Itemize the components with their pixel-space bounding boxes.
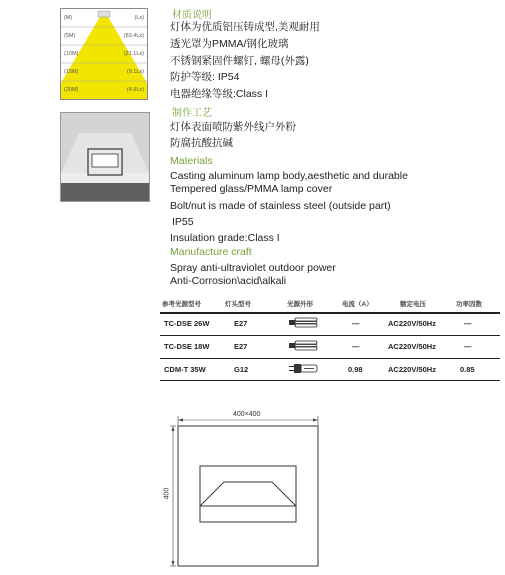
lux-row [61, 63, 147, 81]
cell-model: CDM-T 35W [164, 365, 206, 374]
cell-model: TC-DSE 18W [164, 342, 210, 351]
cell-current: — [352, 319, 360, 328]
lux-row [61, 9, 147, 27]
table-rule [160, 380, 500, 381]
cfl-lamp-icon [288, 317, 320, 328]
header-current: 电流（A） [342, 301, 373, 308]
height-dimension-label: 400 [163, 487, 171, 500]
table-row [160, 313, 500, 333]
lux-value: (83.4Lx) [123, 33, 144, 39]
cell-voltage: AC220V/50Hz [388, 365, 436, 374]
cell-base: G12 [234, 365, 249, 374]
header-lamp-shape: 光源外形 [287, 301, 313, 308]
zh-material-line: 防护等级: IP54 [170, 71, 240, 83]
cell-current: 0.98 [348, 365, 363, 374]
en-material-line: Insulation grade:Class I [170, 232, 280, 244]
zh-material-line: 透光罩为PMMA/钢化玻璃 [170, 38, 289, 50]
zh-material-line: 灯体为优质铝压铸成型,美观耐用 [170, 21, 320, 33]
en-materials-heading: Materials [170, 155, 213, 167]
lux-distance: (20M) [64, 87, 79, 93]
en-craft-line: Anti-Corrosion\acid\alkali [170, 275, 287, 287]
cell-power-factor: — [464, 342, 472, 351]
lux-distance: (5M) [64, 33, 76, 39]
lux-row [61, 27, 147, 45]
table-row [160, 359, 500, 379]
lux-value: (9.1Lx) [126, 69, 144, 75]
lux-distance: (M) [64, 15, 73, 21]
spec-table-header [160, 296, 500, 310]
cfl-lamp-icon [288, 340, 320, 351]
width-dimension-label: 400×400 [233, 411, 261, 418]
lux-distance: (10M) [64, 51, 79, 57]
en-craft-line: Spray anti-ultraviolet outdoor power [170, 262, 336, 274]
en-material-line: Casting aluminum lamp body,aesthetic and durable [170, 170, 408, 182]
lux-value: (Lx) [134, 15, 144, 21]
zh-craft-line: 灯体表面喷防紫外线户外粉 [170, 121, 296, 133]
lux-value: (4.9Lx) [126, 87, 144, 93]
en-material-line: IP55 [172, 216, 194, 228]
header-power-factor: 功率因数 [456, 301, 482, 308]
illuminance-diagram [60, 8, 148, 100]
header-voltage: 额定电压 [400, 301, 426, 308]
table-row [160, 336, 500, 356]
header-lamp-base: 灯头型号 [225, 301, 251, 308]
cell-power-factor: — [464, 319, 472, 328]
cell-current: — [352, 342, 360, 351]
lamp-window [200, 466, 296, 522]
zh-craft-heading: 制作工艺 [172, 108, 212, 119]
cell-base: E27 [234, 342, 248, 351]
zh-craft-line: 防腐抗酸抗碱 [170, 137, 233, 149]
lux-distance: (15M) [64, 69, 79, 75]
wall-light-graphic [61, 113, 149, 201]
zh-materials-heading: 材质说明 [172, 10, 212, 21]
zh-material-line: 电器绝缘等级:Class I [170, 88, 269, 100]
lux-value: (21.1Lx) [123, 51, 144, 57]
lux-row [61, 45, 147, 63]
cell-power-factor: 0.85 [460, 365, 475, 374]
metal-halide-lamp-icon [288, 363, 320, 374]
cell-base: E27 [234, 319, 248, 328]
en-material-line: Tempered glass/PMMA lamp cover [170, 183, 333, 195]
en-material-line: Bolt/nut is made of stainless steel (outside part) [170, 200, 391, 212]
header-lamp-model: 参考光源型号 [162, 301, 201, 308]
dimension-drawing [163, 410, 328, 575]
zh-material-line: 不锈钢紧固件螺钉, 螺母(外露) [170, 55, 309, 67]
installation-illustration [60, 112, 150, 202]
lux-row [61, 81, 147, 99]
en-craft-heading: Manufacture craft [170, 246, 252, 258]
cell-voltage: AC220V/50Hz [388, 319, 436, 328]
cell-model: TC-DSE 26W [164, 319, 210, 328]
front-view-drawing [168, 410, 328, 570]
cell-voltage: AC220V/50Hz [388, 342, 436, 351]
